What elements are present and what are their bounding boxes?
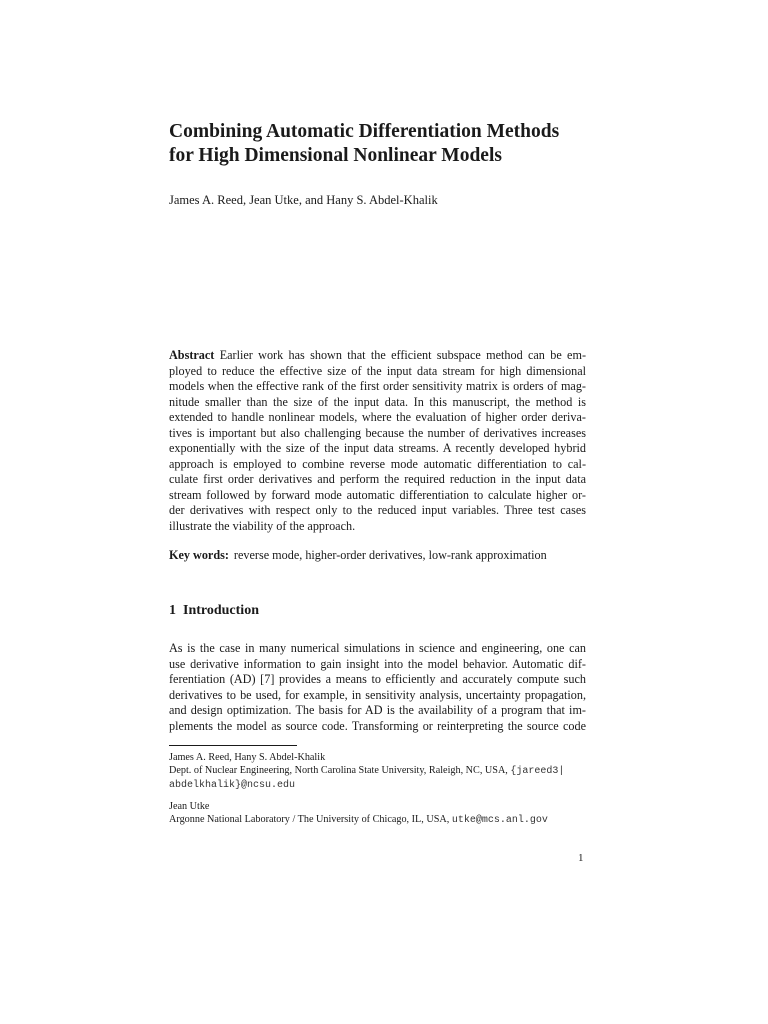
keywords-text: reverse mode, higher-order derivatives, low-rank approximation [233,548,547,562]
affiliation-1-email-cont[interactable]: abdelkhalik}@ncsu.edu [169,779,296,791]
intro-line: ferentiation (AD) [7] provides a means to efficiently and accurately compute such [169,672,586,687]
abstract-line: illustrate the viability of the approach. [169,519,356,534]
footnotes [169,751,589,827]
abstract-line: approach is employed to combine reverse mode automatic differentiation to cal- [169,456,586,471]
abstract-line: nitude smaller than the size of the input data. In this manuscript, the method is [169,394,586,409]
intro-line: plements the model as source code. Transforming or reinterpreting the source code [169,718,586,733]
title-line-2: for High Dimensional Nonlinear Models [169,145,502,166]
abstract-line: exponentially with the size of the input data streams. A recently developed hybrid [169,441,586,456]
abstract-line: models when the effective rank of the first order sensitivity matrix is orders of mag- [169,379,586,394]
affiliation-1-names: James A. Reed, Hany S. Abdel-Khalik [169,752,326,763]
abstract-line: culate first order derivatives and perform the required reduction in the input data [169,472,586,487]
keywords [169,548,547,563]
intro-line: As is the case in many numerical simulations in science and engineering, one can [169,641,586,655]
author-list: James A. Reed, Jean Utke, and Hany S. Abdel-Khalik [169,193,438,207]
abstract-line: Abstract Earlier work has shown that the efficient subspace method can be em- [169,348,586,362]
abstract-line: stream followed by forward mode automatic differentiation to calculate higher or- [169,487,586,502]
footnote-spacer [169,792,589,800]
abstract-label: Abstract [169,348,215,362]
affiliation-2-name: Jean Utke [169,800,210,812]
affiliation-1-email[interactable]: {jareed3| [510,766,565,778]
page-number: 1 [578,852,584,864]
title-line-1: Combining Automatic Differentiation Methods [169,121,560,142]
affiliation-2-email[interactable]: utke@mcs.anl.gov [451,815,548,827]
section-title: Introduction [183,603,259,618]
section-heading-introduction [169,603,259,619]
abstract-line: ployed to reduce the effective size of the input data stream for high dimensional [169,363,586,378]
affiliation-1-dept: Dept. of Nuclear Engineering, North Carolina State University, Raleigh, NC, USA, {jareed3| [169,765,565,778]
paper-title [169,120,609,168]
intro-line: use derivative information to gain insight into the model behavior. Automatic dif- [169,656,586,671]
abstract-line: der derivatives with respect only to the reduced input variables. Three test cases [169,503,586,518]
keywords-label: Key words: [169,548,229,562]
abstract-line: tives is important but also challenging because the number of derivatives increases [169,425,586,440]
introduction-text [169,641,586,735]
intro-line: and design optimization. The basis for AD is the availability of a program that im- [169,703,586,718]
abstract [169,348,586,535]
affiliation-2-dept: Argonne National Laboratory / The University of Chicago, IL, USA, utke@mcs.anl.gov [169,814,548,827]
footnote-rule [169,745,297,746]
section-number: 1 [169,603,176,618]
abstract-line: extended to handle nonlinear models, where the evaluation of higher order deriva- [169,410,586,425]
intro-line: derivatives to be used, for example, in sensitivity analysis, uncertainty propagation, [169,687,586,702]
